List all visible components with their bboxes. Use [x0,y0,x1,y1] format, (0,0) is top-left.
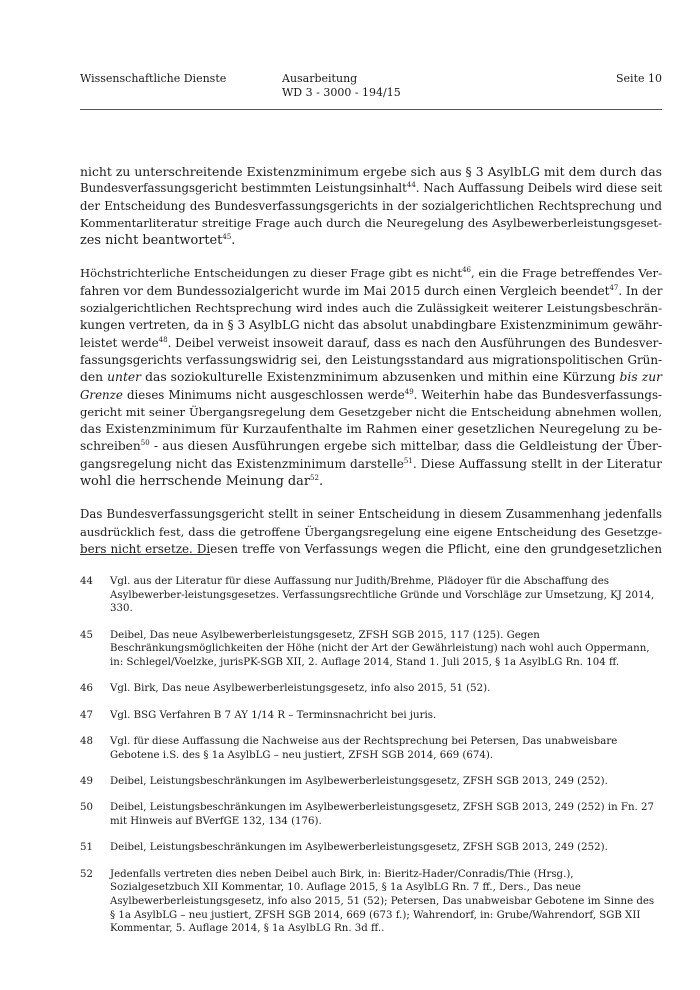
footnote-49 [80,775,662,789]
footnote-text: Vgl. aus der Literatur für diese Auffassung nur Judith/Brehme, Plädoyer für die Abschaffung des Asylbewerber-leistungsgesetzes. Verfassungsrechtliche Gründe und Vorschläge zur Umsetzung, KJ 2014, 330. [110,576,655,615]
footnote-ref-52[interactable]: 52 [310,474,319,483]
paragraph-3 [80,506,662,558]
footnote-52 [80,868,662,937]
footnote-ref-44[interactable]: 44 [406,181,416,190]
footnote-ref-45[interactable]: 45 [222,233,232,242]
footnote-text: Deibel, Leistungsbeschränkungen im Asylbewerberleistungsgesetz, ZFSH SGB 2013, 249 (252) in Fn. 27 mit Hinweis auf BVerfGE 132, 134 (176). [110,802,654,827]
body-text [80,163,662,558]
text-line: gericht mit seiner Übergangsregelung dem Gesetzgeber nicht die Entscheidung abnehmen wollen, [80,404,662,419]
footnote-text: Deibel, Leistungsbeschränkungen im Asylbewerberleistungsgesetz, ZFSH SGB 2013, 249 (252). [110,842,608,854]
paragraph-2 [80,265,662,490]
text-line: leistet werde$^{48}$. Deibel verweist insoweit darauf, dass es nach den Ausführungen des Bundesver- [80,335,663,350]
footnote-47 [80,709,662,723]
text-line: Kommentarliteratur streitige Frage auch durch die Neuregelung des Asylbewerberleistungsgeset- [80,215,662,230]
footnote-text: Jedenfalls vertreten dies neben Deibel auch Birk, in: Bieritz-Hader/Conradis/Thie (Hrsg.), Sozialgesetzbuch XII Kommentar, 10. Auflage 2015, § 1a AsylbLG Rn. 7 ff., Ders., Das neue Asylbewerberleistungsgesetz, info also 2015, 51 (52); Petersen, Das unabweisbar Gebotene im Sinne des § 1a AsylbLG – neu justiert, ZFSH SGB 2014, 669 (673 f.); Wahrendorf, in: Grube/Wahrendorf, SGB XII Kommentar, 5. Auflage 2014, § 1a AsylbLG Rn. 3d ff.. [110,868,655,935]
footnote-number: 50 [80,802,93,814]
text-line: wohl die herrschende Meinung dar$^{52}$. [80,474,324,490]
text-line: gangsregelung nicht das Existenzminimum darstelle$^{51}$. Diese Auffassung stellt in der Literatur [80,456,662,471]
text-line: Höchstrichterliche Entscheidungen zu dieser Frage gibt es nicht$^{46}$, ein die Frage betreffendes Ver- [80,266,662,281]
text-line: bers nicht ersetze. Diesen treffe von Verfassungs wegen die Pflicht, eine den grundgesetzlichen [80,541,662,556]
footnote-number: 47 [80,709,93,721]
footnote-number: 46 [80,683,93,695]
text-line: fassungsgerichts verfassungswidrig sei, den Leistungsstandard aus migrationspolitischen Grün- [80,352,662,367]
footnote-number: 51 [80,842,93,854]
header-divider [80,109,662,110]
text-line: zes nicht beantwortet$^{45}$. [80,233,236,249]
footnote-number: 48 [80,736,93,747]
institution-name: Wissenschaftliche Dienste [80,72,227,85]
footnote-ref-50[interactable]: 50 [140,439,150,448]
footnote-number: 52 [80,868,93,880]
footnote-ref-48[interactable]: 48 [158,335,168,344]
text-line: kungen vertreten, da in § 3 AsylbLG nicht das absolut unabdingbare Existenzminimum gewähr- [80,318,663,333]
footnote-text: Vgl. BSG Verfahren B 7 AY 1/14 R – Terminsnachricht bei juris. [110,709,437,721]
text-line: ausdrücklich fest, dass die getroffene Übergangsregelung eine eigene Entscheidung des Gesetzge- [80,524,662,539]
footnote-ref-47[interactable]: 47 [609,283,619,292]
footnote-text: Deibel, Das neue Asylbewerberleistungsgesetz, ZFSH SGB 2015, 117 (125). Gegen Beschränkungsmöglichkeiten der Höhe (nicht der Art der Gewährleistung) nach wohl auch Oppermann, in: Schlegel/Voelzke, jurisPK-SGB XII, 2. Auflage 2014, Stand 1. Juli 2015, § 1a AsylbLG Rn. 104 ff. [110,629,650,669]
footnote-number: 45 [80,629,93,641]
footnote-ref-51[interactable]: 51 [403,456,413,465]
footnote-48 [80,735,662,762]
text-line: schreiben$^{50}$ - aus diesen Ausführungen ergebe sich mittelbar, dass die Geldleistung der Über- [80,439,662,454]
text-line: Das Bundesverfassungsgericht stellt in seiner Entscheidung in diesem Zusammenhang jedenfalls [80,507,662,522]
footnote-ref-49[interactable]: 49 [404,387,414,396]
footnote-45 [80,629,662,670]
text-line: den unter das soziokulturelle Existenzminimum abzusenken und mithin eine Kürzung bis zur [80,370,662,385]
document-type-label: Ausarbeitung [282,72,358,85]
footnotes [80,575,662,949]
paragraph-1 [80,163,662,249]
document-type [282,72,401,100]
text-line: fahren vor dem Bundessozialgericht wurde im Mai 2015 durch einen Vergleich beendet$^{47}$. In der [80,283,663,298]
text-line: sozialgerichtlichen Rechtsprechung wird indes auch die Zulässigkeit weiterer Leistungsbeschrän- [80,301,662,316]
text-line: der Entscheidung des Bundesverfassungsgerichts in der sozialgerichtlichen Rechtsprechung und [80,198,662,213]
text-line: nicht zu unterschreitende Existenzminimum ergebe sich aus § 3 AsylbLG mit dem durch das [80,164,662,179]
footnote-46 [80,682,662,696]
footnote-text: Deibel, Leistungsbeschränkungen im Asylbewerberleistungsgesetz, ZFSH SGB 2013, 249 (252). [110,776,608,787]
footnote-text: Vgl. für diese Auffassung die Nachweise aus der Rechtsprechung bei Petersen, Das unabweisbare Gebotene i.S. des § 1a AsylbLG – neu justiert, ZFSH SGB 2014, 669 (674). [110,736,618,761]
text-line: Bundesverfassungsgericht bestimmten Leistungsinhalt$^{44}$. Nach Auffassung Deibels wird diese seit [80,181,663,196]
footnote-44 [80,575,662,616]
footnote-number: 44 [80,576,93,587]
footnote-divider [80,554,210,555]
footnote-ref-46[interactable]: 46 [462,266,471,275]
footnote-text: Vgl. Birk, Das neue Asylbewerberleistungsgesetz, info also 2015, 51 (52). [110,683,491,695]
page-number: Seite 10 [616,72,662,85]
footnote-50 [80,801,662,828]
text-line: das Existenzminimum für Kurzaufenthalte im Rahmen einer gesetzlichen Neuregelung zu be- [80,422,662,437]
footnote-51 [80,841,662,855]
text-line: Grenze dieses Minimums nicht ausgeschlossen werde$^{49}$. Weiterhin habe das Bundesverfassungs- [80,387,662,402]
document-number: WD 3 - 3000 - 194/15 [282,86,401,99]
footnote-number: 49 [80,776,93,787]
